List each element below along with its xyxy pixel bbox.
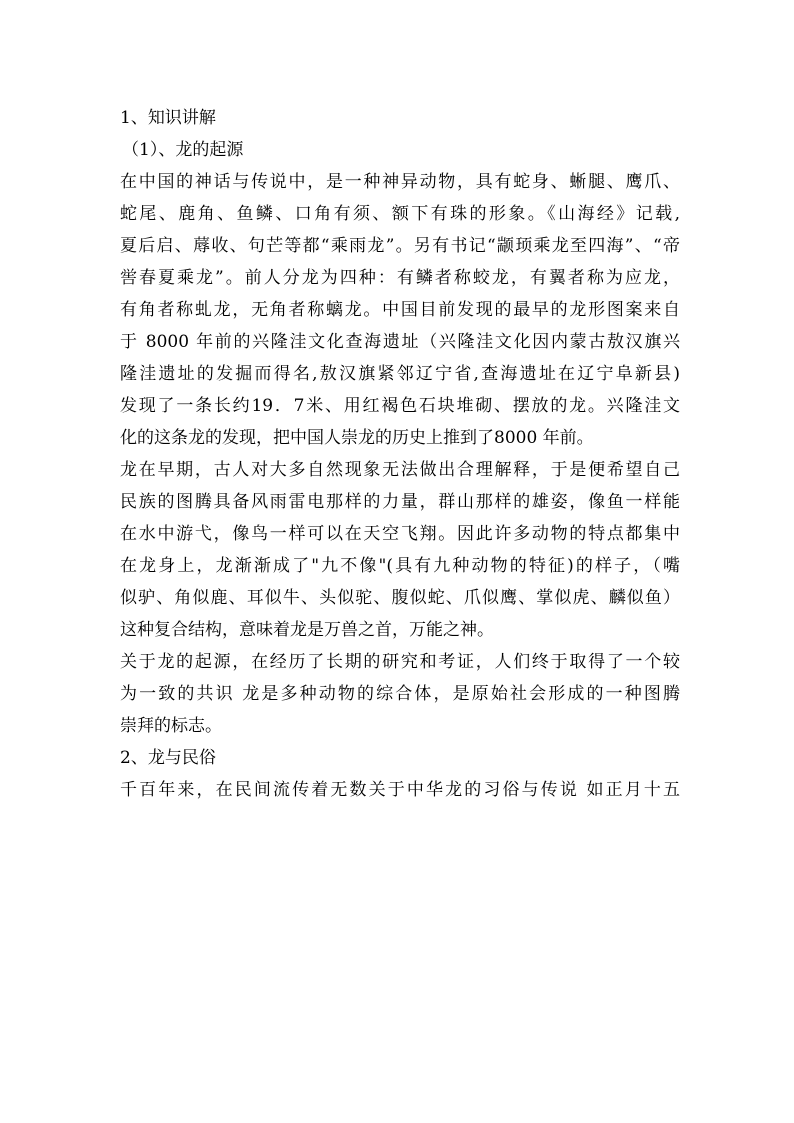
paragraph-line: 崇拜的标志。	[120, 716, 222, 736]
paragraph-line: 于 8000 年前的兴隆洼文化查海遗址（兴隆洼文化因内蒙古敖汉旗兴	[120, 332, 680, 352]
paragraph-line: 关于龙的起源，在经历了长期的研究和考证，人们终于取得了一个较	[120, 652, 680, 672]
paragraph-line: 喾春夏乘龙”。前人分龙为四种：有鳞者称蛟龙，有翼者称为应龙，	[120, 268, 680, 288]
paragraph-line: 民族的图腾具备风雨雷电那样的力量，群山那样的雄姿，像鱼一样能	[120, 492, 680, 512]
paragraph-line: 在中国的神话与传说中，是一种神异动物，具有蛇身、蜥腿、鹰爪、	[120, 172, 680, 192]
paragraph-line: 在龙身上，龙渐渐成了"九不像"(具有九种动物的特征)的样子，（嘴	[120, 556, 680, 576]
paragraph-folk-custom	[120, 774, 680, 806]
paragraph-line: 千百年来，在民间流传着无数关于中华龙的习俗与传说 如正月十五	[120, 780, 680, 800]
section-heading-folk-custom: 2、龙与民俗	[120, 748, 216, 768]
paragraph-line: 龙在早期，古人对大多自然现象无法做出合理解释，于是便希望自己	[120, 460, 680, 480]
paragraph-line: 这种复合结构，意味着龙是万兽之首，万能之神。	[120, 620, 494, 640]
paragraph-line: 化的这条龙的发现，把中国人崇龙的历史上推到了8000 年前。	[120, 428, 594, 448]
paragraph-line: 似驴、角似鹿、耳似牛、头似驼、腹似蛇、爪似鹰、掌似虎、麟似鱼）	[120, 588, 680, 608]
subheading-dragon-origin: （1）、龙的起源	[122, 140, 244, 160]
paragraph-dragon-early	[120, 454, 680, 646]
paragraph-dragon-consensus	[120, 646, 680, 742]
paragraph-line: 隆洼遗址的发掘而得名,敖汉旗紧邻辽宁省,查海遗址在辽宁阜新县)	[120, 364, 680, 384]
paragraph-line: 夏后启、蓐收、句芒等都“乘雨龙”。另有书记“颛顼乘龙至四海”、“帝	[120, 236, 680, 256]
paragraph-line: 发现了一条长约19．7米、用红褐色石块堆砌、摆放的龙。兴隆洼文	[120, 396, 680, 416]
paragraph-line: 蛇尾、鹿角、鱼鳞、口角有须、额下有珠的形象。《山海经》记载,	[120, 204, 680, 224]
paragraph-dragon-myth	[120, 166, 680, 454]
document-body	[120, 102, 680, 806]
paragraph-line: 有角者称虬龙，无角者称螭龙。中国目前发现的最早的龙形图案来自	[120, 300, 680, 320]
paragraph-line: 在水中游弋，像鸟一样可以在天空飞翔。因此许多动物的特点都集中	[120, 524, 680, 544]
paragraph-line: 为一致的共识 龙是多种动物的综合体，是原始社会形成的一种图腾	[120, 684, 680, 704]
section-heading-knowledge: 1、知识讲解	[120, 108, 216, 128]
